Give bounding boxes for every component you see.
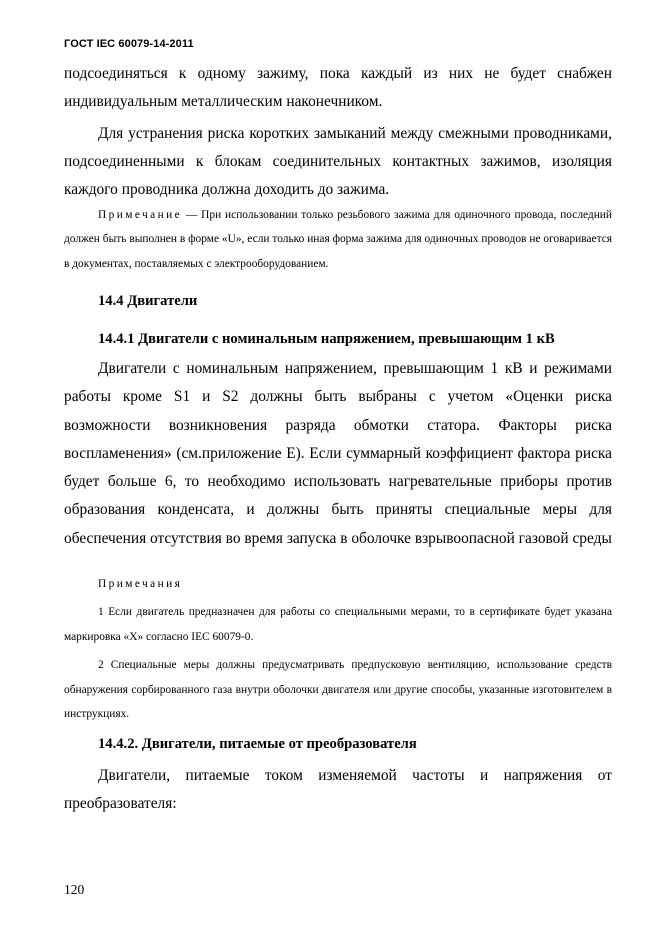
page-number: 120 [64, 882, 85, 897]
note-label: Примечание [98, 209, 183, 221]
notes-label: Примечания [98, 578, 183, 590]
section-14-4 [64, 287, 612, 315]
heading-14-4-2: 14.4.2. Двигатели, питаемые от преобразователя [98, 736, 417, 752]
paragraph-14-4-1: Двигатели с номинальным напряжением, превышающим 1 кВ и режимами работы кроме S1 и S2 должны быть выбраны с учетом «Оценки риска возможности возникновения разряда обмотки статора. Факторы риска воспламенения» (см.приложение Е). Если суммарный коэффициент фактора риска будет больше 6, то необходимо использовать нагревательные приборы против образования конденсата, и должны быть приняты специальные меры для обеспечения отсутствия во время запуска в оболочке взрывоопасной газовой среды [64, 360, 612, 547]
section-14-4-1-body [64, 355, 612, 553]
paragraph-14-4-2: Двигатели, питаемые током изменяемой частоты и напряжения от преобразователя: [64, 767, 612, 813]
paragraph-short-circuit: Для устранения риска коротких замыканий между смежными проводниками, подсоединенными к блокам соединительных контактных зажимов, изоляция каждого проводника должна доходить до зажима. [64, 124, 612, 199]
heading-14-4-1: 14.4.1 Двигатели с номинальным напряжением, превышающим 1 кВ [98, 331, 555, 347]
section-14-4-2-body [64, 762, 612, 819]
note-item-1: 1 Если двигатель предназначен для работы со специальными мерами, то в сертификате будет указана маркировка «Х» согласно IEC 60079-0. [64, 606, 612, 643]
note-paragraph [64, 203, 612, 276]
note-terminal [64, 203, 612, 276]
body-text-block-1 [64, 60, 612, 204]
notes-motors [64, 572, 612, 726]
heading-14-4: 14.4 Двигатели [98, 293, 198, 309]
note-text: При использовании только резьбового зажима для одиночного провода, последний должен быть выполнен в форме «U», если только иная форма зажима для одиночных проводов не оговаривается в документах, поставляемых с электрооборудованием. [64, 209, 612, 270]
paragraph-continuation: подсоединяться к одному зажиму, пока каждый из них не будет снабжен индивидуальным металлическим наконечником. [64, 65, 612, 111]
note-item-2: 2 Специальные меры должны предусматривать предпусковую вентиляцию, использование средств обнаружения сорбированного газа внутри оболочки двигателя или другие способы, указанные изготовителем в инструкциях. [64, 659, 612, 721]
note-dash: — [182, 209, 202, 221]
page-header-doc-code: ГОСТ IEC 60079-14-2011 [64, 38, 194, 50]
section-14-4-2 [64, 730, 612, 758]
section-14-4-1 [64, 325, 612, 353]
